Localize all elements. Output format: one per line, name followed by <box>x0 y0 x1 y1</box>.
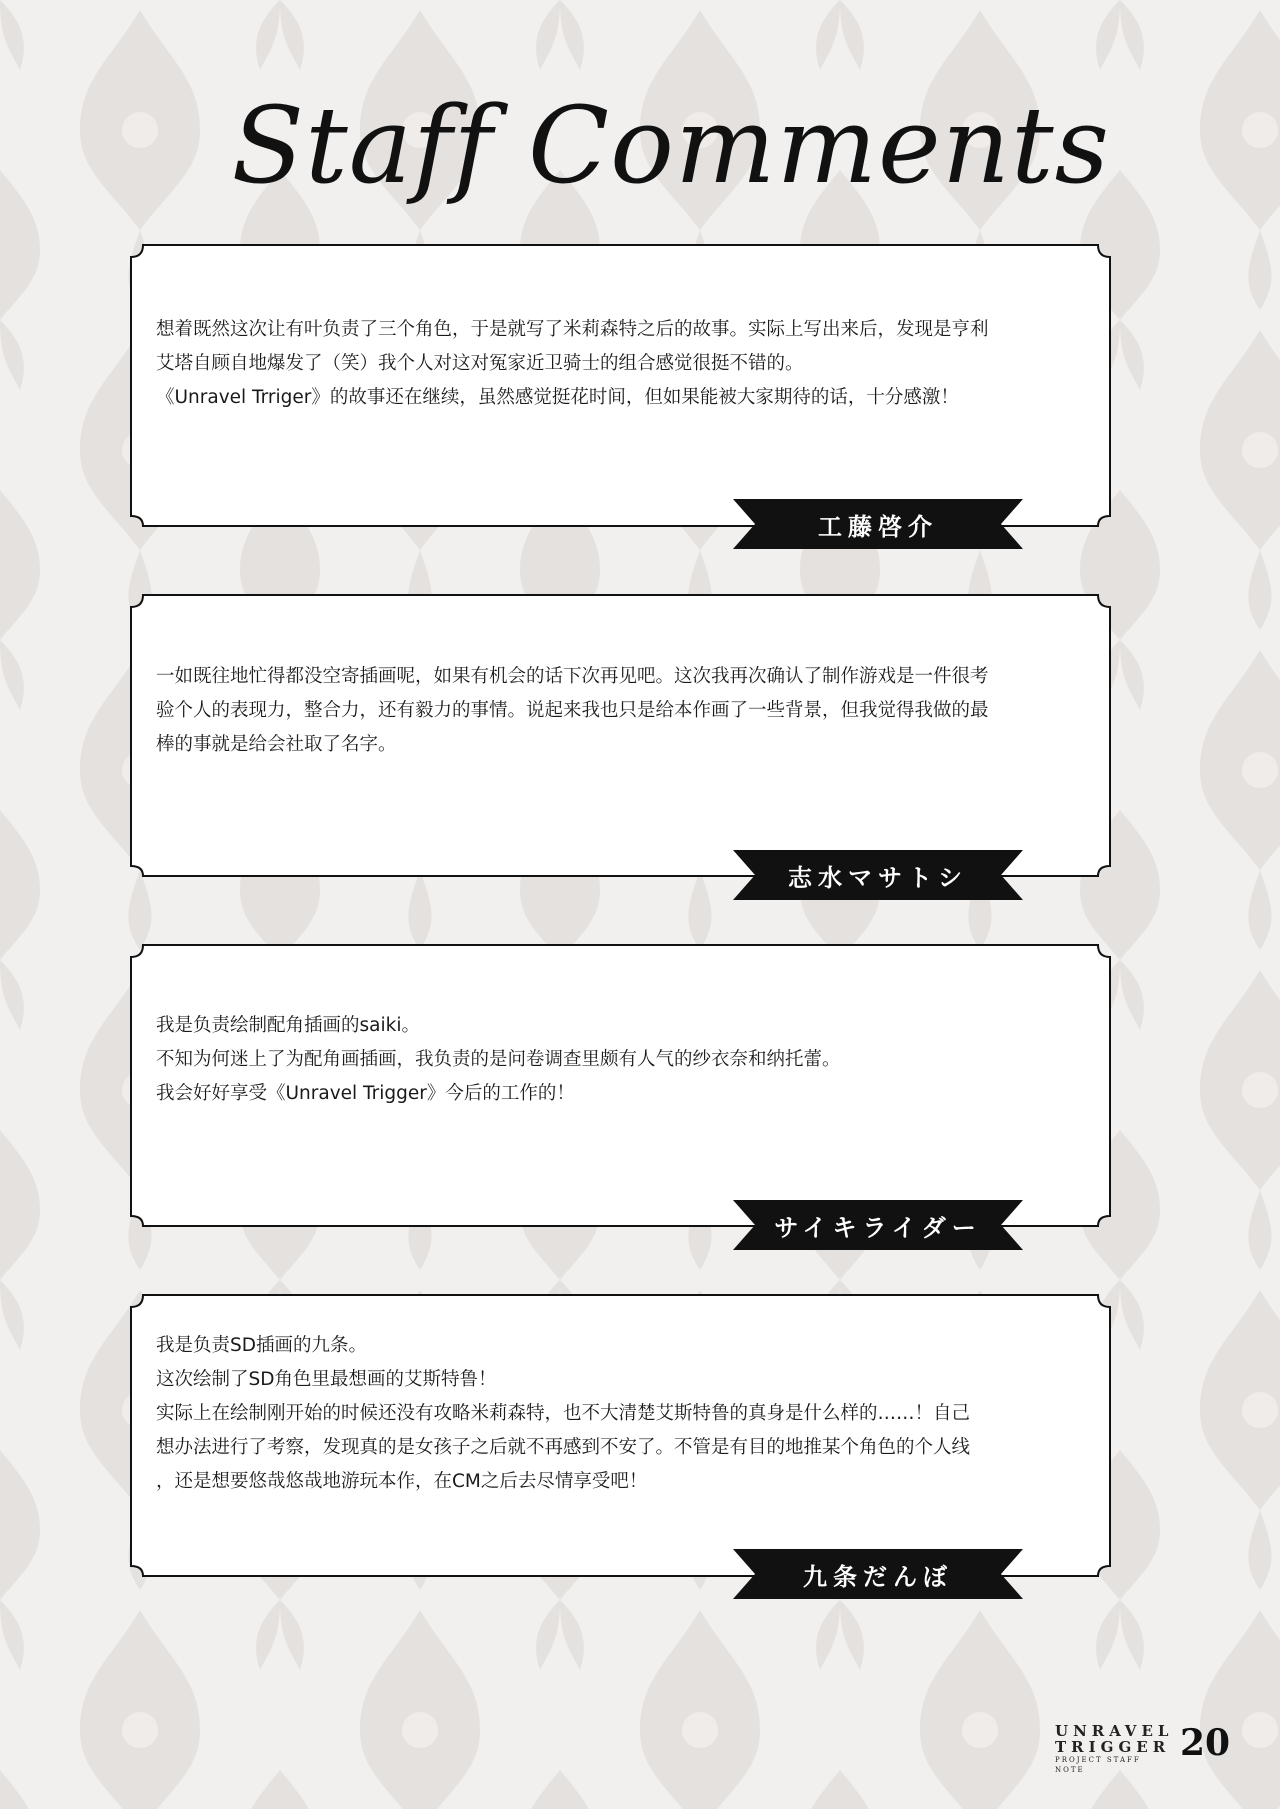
author-name: 九条だんぼ <box>803 1562 953 1591</box>
comment-text: 我是负责绘制配角插画的saiki。 不知为何迷上了为配角画插画，我负责的是问卷调查里颇有人气的纱衣奈和纳托蕾。 我会好好享受《Unravel Trigger》今后的工作的！ <box>156 1015 841 1104</box>
comment-card <box>123 243 1118 548</box>
comment-card <box>123 1293 1118 1598</box>
brand-line-1: UNRAVEL <box>1055 1722 1174 1740</box>
brand-logo <box>1055 1723 1173 1775</box>
author-ribbon <box>733 850 1023 900</box>
author-ribbon <box>733 499 1023 549</box>
author-ribbon <box>733 1200 1023 1250</box>
author-name: 工藤啓介 <box>818 512 938 541</box>
page-title: Staff Comments <box>231 84 1110 207</box>
brand-line-2: TRIGGER <box>1055 1738 1171 1756</box>
comment-text: 想着既然这次让有叶负责了三个角色，于是就写了米莉森特之后的故事。实际上写出来后，发现是亨利 艾塔自顾自地爆发了（笑）我个人对这对冤家近卫骑士的组合感觉很挺不错的。 《Unravel Trriger》的故事还在继续，虽然感觉挺花时间，但如果能被大家期待的话，十分感激！ <box>156 319 989 408</box>
page-number: 20 <box>1180 1722 1231 1764</box>
author-name: サイキライダー <box>774 1213 982 1242</box>
comment-text: 我是负责SD插画的九条。 这次绘制了SD角色里最想画的艾斯特鲁！ 实际上在绘制刚开始的时候还没有攻略米莉森特，也不大清楚艾斯特鲁的真身是什么样的……！自己 想办法进行了考察，发现真的是女孩子之后就不再感到不安了。不管是有目的地推某个角色的个人线 ，还是想要悠哉悠哉地游玩本作，在CM之后去尽情享受吧！ <box>156 1335 971 1492</box>
author-name: 志水マサトシ <box>788 863 968 892</box>
comment-card <box>123 593 1118 898</box>
brand-line-3: PROJECT STAFF NOTE <box>1055 1756 1141 1774</box>
comment-text: 一如既往地忙得都没空寄插画呢，如果有机会的话下次再见吧。这次我再次确认了制作游戏是一件很考 验个人的表现力，整合力，还有毅力的事情。说起来我也只是给本作画了一些背景，但我觉得我做的最 棒的事就是给会社取了名字。 <box>156 666 989 755</box>
comment-card <box>123 943 1118 1248</box>
author-ribbon <box>733 1549 1023 1599</box>
